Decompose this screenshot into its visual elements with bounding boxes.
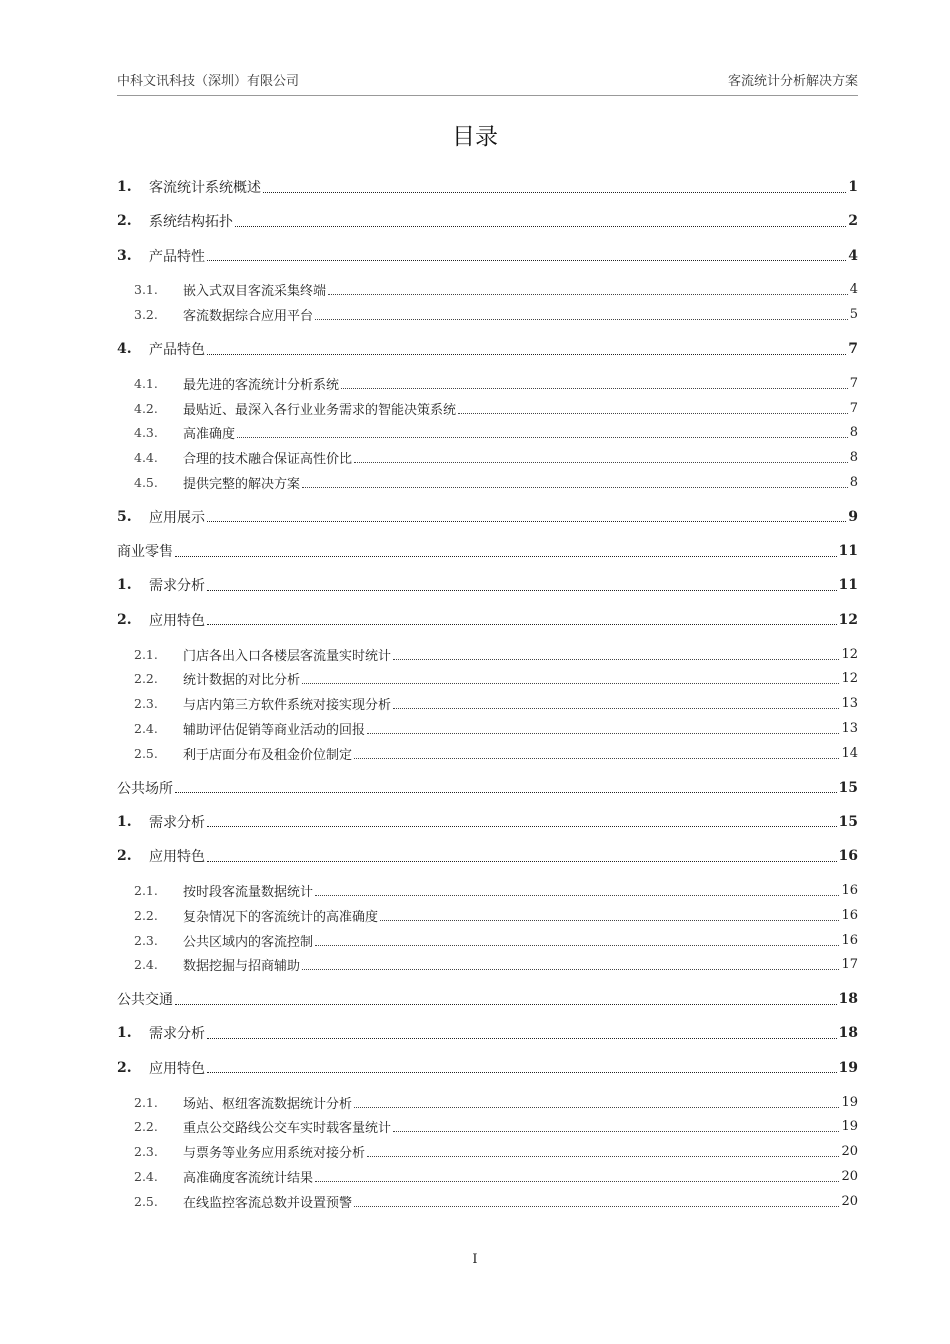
- page-number: I: [472, 1252, 478, 1267]
- toc-dot-leader: [354, 758, 839, 759]
- toc-entry-number: 2.: [117, 213, 132, 230]
- toc-entry-page: 5: [849, 307, 858, 323]
- toc-dot-leader: [207, 1038, 837, 1039]
- toc-entry-page: 7: [849, 400, 858, 416]
- toc-entry[interactable]: [117, 338, 858, 360]
- toc-entry-page: 7: [849, 375, 858, 391]
- toc-entry-title: 高准确度客流统计结果: [183, 1170, 314, 1186]
- toc-entry-page: 13: [841, 696, 858, 712]
- toc-dot-leader: [175, 792, 837, 793]
- toc-entry-number: 4.5.: [134, 475, 158, 490]
- toc-entry-title: 需求分析: [149, 1026, 205, 1043]
- toc-dot-leader: [354, 462, 848, 463]
- toc-entry-page: 8: [849, 425, 858, 441]
- toc-entry-number: 4.: [117, 341, 132, 357]
- toc-dot-leader: [302, 683, 839, 684]
- toc-entry-title: 统计数据的对比分析: [183, 673, 301, 689]
- toc-entry-title: 辅助评估促销等商业活动的回报: [183, 722, 366, 738]
- toc-entry-title: 商业零售: [117, 544, 173, 561]
- toc-entry-title: 客流数据综合应用平台: [183, 309, 314, 325]
- toc-entry[interactable]: [117, 1141, 858, 1163]
- toc-entry-title: 重点公交路线公交车实时载客量统计: [183, 1121, 392, 1137]
- toc-entry-title: 需求分析: [149, 578, 205, 595]
- toc-entry-title: 与票务等业务应用系统对接分析: [183, 1146, 366, 1162]
- toc-entry-title: 系统结构拓扑: [149, 214, 233, 231]
- toc-entry[interactable]: [117, 742, 858, 764]
- toc-entry-title: 公共交通: [117, 992, 173, 1009]
- toc-entry-page: 16: [841, 882, 858, 898]
- toc-entry-title: 提供完整的解决方案: [183, 477, 301, 492]
- toc-entry[interactable]: [117, 643, 858, 665]
- toc-entry-page: 20: [841, 1193, 858, 1209]
- toc-entry[interactable]: [117, 176, 858, 198]
- toc-entry-page: 2: [848, 213, 858, 230]
- toc-entry-title: 数据挖掘与招商辅助: [183, 959, 301, 975]
- toc-entry-number: 2.3.: [134, 696, 158, 712]
- toc-entry[interactable]: [117, 668, 858, 690]
- toc-entry-page: 19: [841, 1094, 858, 1110]
- toc-dot-leader: [207, 1072, 837, 1073]
- toc-entry[interactable]: [117, 777, 858, 799]
- toc-entry-title: 应用特色: [149, 849, 205, 866]
- toc-entry-title: 最先进的客流统计分析系统: [183, 377, 340, 393]
- toc-dot-leader: [302, 969, 839, 970]
- toc-entry-number: 4.2.: [134, 400, 158, 416]
- toc-dot-leader: [235, 226, 846, 227]
- toc-entry[interactable]: [117, 845, 858, 867]
- toc-entry-title: 公共区域内的客流控制: [183, 934, 314, 950]
- toc-entry-number: 1.: [117, 179, 132, 195]
- toc-dot-leader: [207, 521, 846, 522]
- header-doc-title: 客流统计分析解决方案: [727, 74, 858, 89]
- toc-dot-leader: [458, 413, 848, 414]
- toc-dot-leader: [207, 624, 837, 625]
- toc-entry[interactable]: [117, 609, 858, 631]
- toc-entry-page: 16: [838, 848, 858, 865]
- toc-entry-title: 需求分析: [149, 814, 205, 831]
- header-rule: [117, 95, 858, 96]
- toc-entry[interactable]: [117, 954, 858, 976]
- toc-entry-number: 2.2.: [134, 907, 158, 923]
- toc-entry-page: 13: [841, 720, 858, 736]
- toc-entry-number: 5.: [117, 508, 132, 525]
- toc-entry[interactable]: [117, 1057, 858, 1079]
- toc-entry-number: 2.5.: [134, 1193, 158, 1209]
- toc-entry-page: 15: [838, 779, 858, 796]
- page-header: [117, 70, 858, 89]
- toc-entry-title: 合理的技术融合保证高性价比: [183, 452, 353, 468]
- toc-entry-page: 12: [838, 611, 858, 628]
- toc-dot-leader: [393, 1131, 839, 1132]
- toc-dot-leader: [175, 556, 837, 557]
- toc-entry-title: 应用特色: [149, 1060, 205, 1077]
- toc-dot-leader: [207, 590, 837, 591]
- toc-entry-title: 利于店面分布及租金价位制定: [183, 747, 353, 763]
- toc-dot-leader: [367, 733, 839, 734]
- toc-entry-title: 产品特色: [149, 342, 205, 358]
- toc-entry-number: 1.: [117, 577, 132, 594]
- toc-dot-leader: [315, 1181, 839, 1182]
- toc-entry-title: 应用特色: [149, 612, 205, 629]
- toc-entry[interactable]: [117, 1190, 858, 1212]
- toc-entry-title: 场站、枢纽客流数据统计分析: [183, 1096, 353, 1112]
- toc-dot-leader: [263, 192, 846, 193]
- page-title: 目录: [452, 124, 498, 150]
- toc-entry[interactable]: [117, 245, 858, 267]
- toc-entry-title: 嵌入式双目客流采集终端: [183, 284, 327, 300]
- toc-entry-page: 11: [838, 543, 858, 560]
- toc-entry-page: 18: [838, 991, 858, 1008]
- toc-entry-title: 门店各出入口各楼层客流量实时统计: [183, 648, 392, 664]
- toc-entry-page: 11: [838, 577, 858, 594]
- toc-entry[interactable]: [117, 1022, 858, 1044]
- toc-entry-title: 复杂情况下的客流统计的高准确度: [183, 909, 379, 925]
- toc-dot-leader: [354, 1107, 839, 1108]
- toc-entry[interactable]: [117, 372, 858, 394]
- toc-entry-number: 2.4.: [134, 957, 158, 973]
- toc-entry-title: 公共场所: [117, 780, 173, 797]
- toc-entry-number: 3.: [117, 247, 132, 264]
- toc-entry[interactable]: [117, 422, 858, 444]
- toc-dot-leader: [367, 1156, 839, 1157]
- toc-entry-number: 2.: [117, 1059, 132, 1076]
- toc-entry-number: 2.3.: [134, 1144, 158, 1160]
- toc-entry-title: 按时段客流量数据统计: [183, 884, 314, 900]
- toc-entry[interactable]: [117, 472, 858, 494]
- toc-entry-page: 8: [849, 475, 858, 490]
- toc-entry[interactable]: [117, 811, 858, 833]
- toc-entry[interactable]: [117, 210, 858, 232]
- toc-entry-number: 3.1.: [134, 282, 158, 298]
- toc-entry-number: 1.: [117, 813, 132, 830]
- toc-entry-page: 20: [841, 1168, 858, 1184]
- toc-dot-leader: [354, 1206, 839, 1207]
- toc-entry[interactable]: [117, 574, 858, 596]
- toc-entry-title: 在线监控客流总数并设置预警: [183, 1195, 353, 1211]
- toc-entry-title: 产品特性: [149, 248, 205, 265]
- toc-dot-leader: [328, 294, 848, 295]
- toc-entry-page: 17: [841, 957, 858, 973]
- toc-entry[interactable]: [117, 540, 858, 562]
- toc-entry-page: 19: [838, 1059, 858, 1076]
- toc-dot-leader: [207, 354, 846, 355]
- toc-entry-number: 3.2.: [134, 307, 158, 323]
- toc-entry-number: 4.1.: [134, 375, 158, 391]
- toc-entry-page: 12: [841, 646, 858, 662]
- toc-entry[interactable]: [117, 693, 858, 715]
- toc-dot-leader: [380, 920, 839, 921]
- toc-entry-title: 高准确度: [183, 427, 236, 443]
- toc-entry-page: 9: [848, 508, 858, 525]
- toc-entry-page: 4: [848, 247, 858, 264]
- toc-entry[interactable]: [117, 304, 858, 326]
- toc-entry-number: 2.: [117, 848, 132, 865]
- toc-dot-leader: [393, 659, 839, 660]
- toc-dot-leader: [315, 319, 848, 320]
- toc-dot-leader: [302, 487, 848, 488]
- toc-entry-page: 16: [841, 932, 858, 948]
- toc-entry-number: 4.4.: [134, 450, 158, 466]
- toc-entry-number: 2.1.: [134, 646, 158, 662]
- toc-entry[interactable]: [117, 397, 858, 419]
- toc-entry-page: 4: [849, 282, 858, 298]
- toc-entry[interactable]: [117, 447, 858, 469]
- toc-entry-page: 14: [841, 745, 858, 761]
- toc-entry[interactable]: [117, 1116, 858, 1138]
- toc-entry-number: 4.3.: [134, 425, 158, 441]
- toc-entry[interactable]: [117, 1091, 858, 1113]
- toc-entry-page: 7: [848, 341, 858, 357]
- toc-entry-number: 2.1.: [134, 882, 158, 898]
- toc-entry[interactable]: [117, 879, 858, 901]
- toc-dot-leader: [315, 895, 839, 896]
- toc-entry-title: 与店内第三方软件系统对接实现分析: [183, 698, 392, 714]
- toc-entry-title: 应用展示: [149, 509, 205, 526]
- toc-entry-page: 16: [841, 907, 858, 923]
- toc-dot-leader: [237, 437, 848, 438]
- toc-entry[interactable]: [117, 717, 858, 739]
- toc-entry-page: 12: [841, 671, 858, 687]
- toc-entry-number: 2.2.: [134, 671, 158, 687]
- toc-entry-number: 1.: [117, 1025, 132, 1042]
- toc-entry-number: 2.2.: [134, 1119, 158, 1135]
- toc-entry[interactable]: [117, 929, 858, 951]
- toc-entry[interactable]: [117, 988, 858, 1010]
- toc-entry[interactable]: [117, 279, 858, 301]
- toc-dot-leader: [315, 945, 839, 946]
- toc-entry-title: 客流统计系统概述: [149, 180, 261, 196]
- toc-entry-page: 20: [841, 1144, 858, 1160]
- toc-entry-page: 15: [838, 813, 858, 830]
- toc-entry[interactable]: [117, 904, 858, 926]
- toc-entry-number: 2.4.: [134, 720, 158, 736]
- toc-entry-number: 2.4.: [134, 1168, 158, 1184]
- toc-entry[interactable]: [117, 1165, 858, 1187]
- toc-dot-leader: [207, 826, 837, 827]
- toc-entry-page: 19: [841, 1119, 858, 1135]
- toc-entry-page: 8: [849, 450, 858, 466]
- toc-entry-page: 18: [838, 1025, 858, 1042]
- toc-dot-leader: [393, 708, 839, 709]
- toc-entry-number: 2.3.: [134, 932, 158, 948]
- toc-dot-leader: [207, 260, 846, 261]
- toc-dot-leader: [341, 388, 848, 389]
- toc-entry-page: 1: [848, 179, 858, 195]
- toc-entry-number: 2.1.: [134, 1094, 158, 1110]
- toc-entry-title: 最贴近、最深入各行业业务需求的智能决策系统: [183, 402, 457, 418]
- toc-dot-leader: [207, 861, 837, 862]
- toc-entry[interactable]: [117, 506, 858, 528]
- toc-entry-number: 2.5.: [134, 745, 158, 761]
- header-company: 中科文讯科技（深圳）有限公司: [117, 74, 300, 89]
- toc-dot-leader: [175, 1004, 837, 1005]
- toc-entry-number: 2.: [117, 611, 132, 628]
